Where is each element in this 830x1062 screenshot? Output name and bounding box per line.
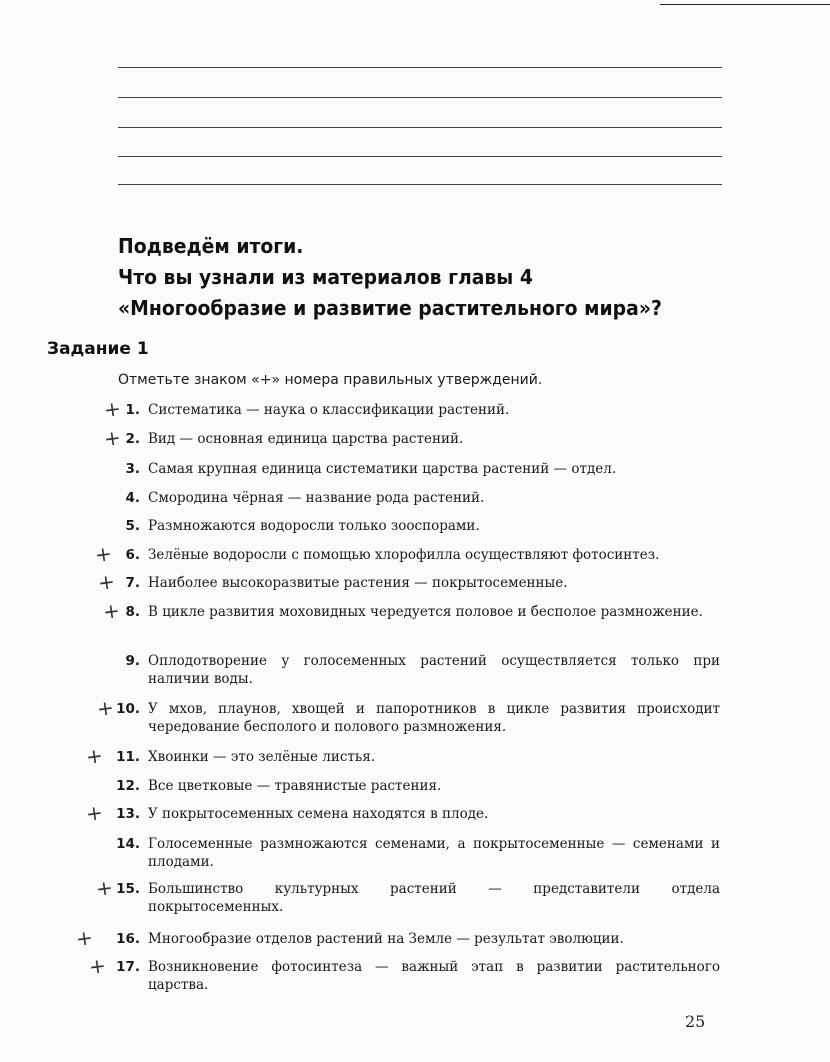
task-title: Задание 1 <box>47 339 149 359</box>
statement-text: В цикле развития моховидных чередуется половое и бесполое размножение. <box>148 604 703 620</box>
statement-number: 10. <box>116 701 140 717</box>
statement-number: 11. <box>116 749 140 765</box>
statement-number: 7. <box>125 575 140 591</box>
handwritten-plus-mark: + <box>93 540 114 568</box>
statement-number: 2. <box>125 431 140 447</box>
show-through-watermark-top <box>0 84 830 144</box>
handwritten-plus-mark: + <box>102 424 123 452</box>
statement-text: Вид — основная единица царства растений. <box>148 431 464 447</box>
statement-number: 6. <box>125 547 140 563</box>
statement-text: Хвоинки — это зелёные листья. <box>148 749 376 765</box>
handwritten-plus-mark: + <box>74 924 95 952</box>
statement-text: Оплодотворение у голосеменных растений осуществляется только при наличии воды. <box>148 653 720 687</box>
statement-text: Зелёные водоросли с помощью хлорофилла осуществляют фотосинтез. <box>148 547 660 563</box>
handwritten-plus-mark: + <box>87 952 108 980</box>
answer-writing-line <box>118 97 722 98</box>
statement-number: 12. <box>116 778 140 794</box>
statement-number: 9. <box>125 653 140 669</box>
statement-number: 14. <box>116 836 140 852</box>
heading-line-3: «Многообразие и развитие растительного мира»? <box>118 296 662 320</box>
heading-line-2: Что вы узнали из материалов главы 4 <box>118 265 533 289</box>
answer-writing-line <box>118 127 722 128</box>
statement-text: Большинство культурных растений — представители отдела покрытосеменных. <box>148 881 720 915</box>
task-instruction: Отметьте знаком «+» номера правильных утверждений. <box>118 372 543 388</box>
statement-number: 8. <box>125 604 140 620</box>
statement-number: 4. <box>125 490 140 506</box>
statement-number: 16. <box>116 931 140 947</box>
answer-writing-line <box>118 156 722 157</box>
handwritten-plus-mark: + <box>102 395 123 423</box>
top-edge-rule <box>660 4 830 5</box>
statement-text: У покрытосеменных семена находятся в плоде. <box>148 806 489 822</box>
statement-number: 5. <box>125 518 140 534</box>
statement-number: 15. <box>116 881 140 897</box>
statement-text: Систематика — наука о классификации растений. <box>148 402 510 418</box>
handwritten-plus-mark: + <box>84 799 105 827</box>
statement-text: Возникновение фотосинтеза — важный этап в развитии растительного царства. <box>148 959 720 993</box>
handwritten-plus-mark: + <box>94 874 115 902</box>
page-number: 25 <box>685 1012 706 1031</box>
handwritten-plus-mark: + <box>84 742 105 770</box>
statement-text: Голосеменные размножаются семенами, а покрытосеменные — семенами и плодами. <box>148 836 720 870</box>
summary-heading <box>118 231 720 324</box>
statement-number: 1. <box>125 402 140 418</box>
statement-text: Многообразие отделов растений на Земле — результат эволюции. <box>148 931 624 947</box>
handwritten-plus-mark: + <box>96 568 117 596</box>
handwritten-plus-mark: + <box>95 694 116 722</box>
statement-number: 17. <box>116 959 140 975</box>
handwritten-plus-mark: + <box>101 597 122 625</box>
statement-number: 13. <box>116 806 140 822</box>
statement-text: У мхов, плаунов, хвощей и папоротников в цикле развития происходит чередование бесполого и полового размножения. <box>148 701 720 735</box>
statement-text: Размножаются водоросли только зооспорами. <box>148 518 480 534</box>
statement-text: Самая крупная единица систематики царства растений — отдел. <box>148 461 617 477</box>
statement-text: Смородина чёрная — название рода растений. <box>148 490 485 506</box>
statement-number: 3. <box>125 461 140 477</box>
answer-writing-line <box>118 184 722 185</box>
heading-line-1: Подведём итоги. <box>118 234 304 258</box>
statement-text: Наиболее высокоразвитые растения — покрытосеменные. <box>148 575 568 591</box>
answer-writing-line <box>118 67 722 68</box>
statement-text: Все цветковые — травянистые растения. <box>148 778 442 794</box>
